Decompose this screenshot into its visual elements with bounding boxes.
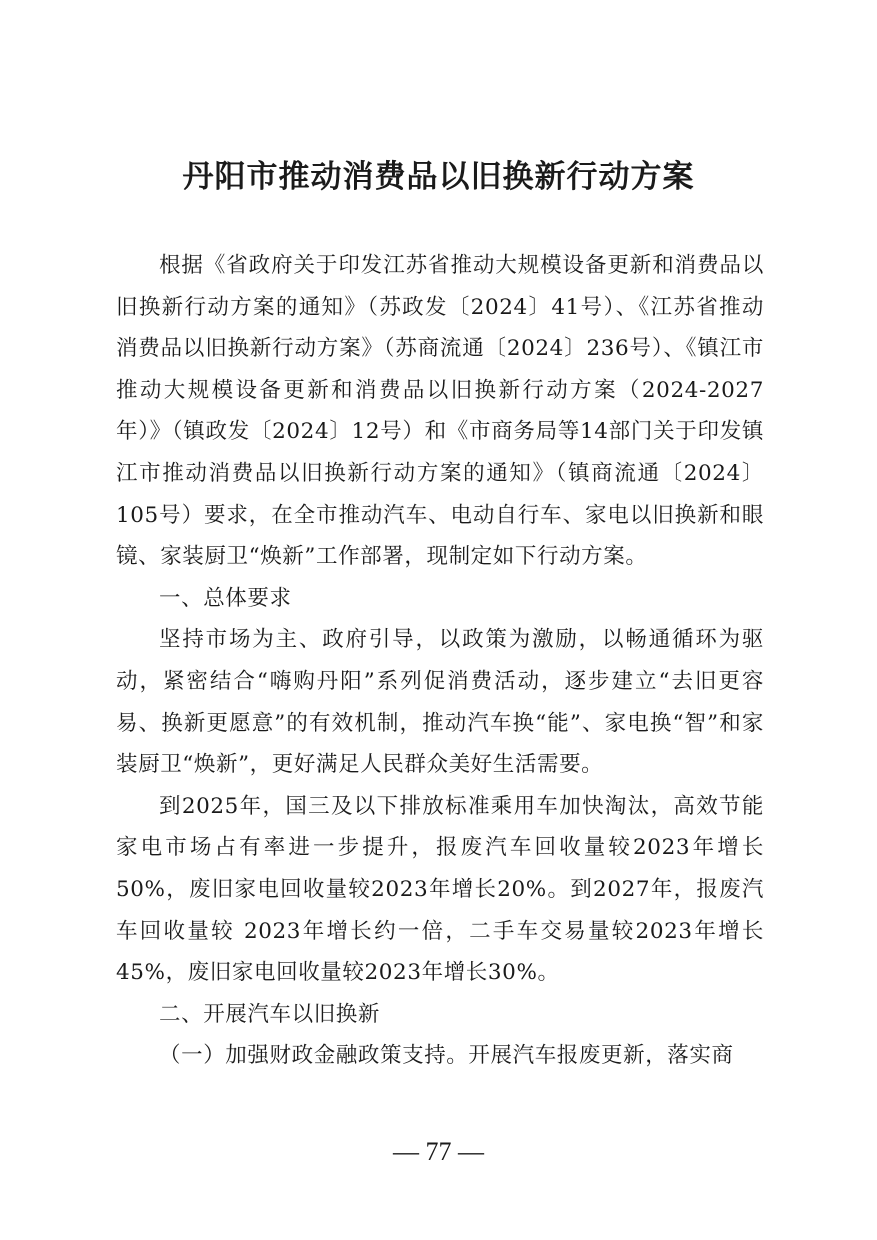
document-body (116, 245, 764, 1077)
document-title: 丹阳市推动消费品以旧换新行动方案 (182, 159, 695, 195)
general-requirements-paragraph: 坚持市场为主、政府引导，以政策为激励，以畅通循环为驱动，紧密结合“嗨购丹阳”系列促消费活动，逐步建立“去旧更容易、换新更愿意”的有效机制，推动汽车换“能”、家电换“智”和家装厨卫“焕新”，更好满足人民群众美好生活需要。 (116, 627, 764, 778)
fiscal-support-paragraph: （一）加强财政金融政策支持。开展汽车报废更新，落实商 (159, 1043, 734, 1069)
intro-paragraph: 根据《省政府关于印发江苏省推动大规模设备更新和消费品以旧换新行动方案的通知》（苏政发〔2024〕41号）、《江苏省推动消费品以旧换新行动方案》（苏商流通〔2024〕236号）、《镇江市推动大规模设备更新和消费品以旧换新行动方案（2024-2027年）》（镇政发〔2024〕12号）和《市商务局等14部门关于印发镇江市推动消费品以旧换新行动方案的通知》（镇商流通〔2024〕105号）要求，在全市推动汽车、电动自行车、家电以旧换新和眼镜、家装厨卫“焕新”工作部署，现制定如下行动方案。 (116, 253, 764, 570)
page-number: — 77 — (393, 1137, 484, 1166)
section-heading-car-trade-in: 二、开展汽车以旧换新 (159, 1001, 381, 1027)
section-heading-general-requirements: 一、总体要求 (159, 585, 292, 611)
targets-paragraph: 到2025年，国三及以下排放标准乘用车加快淘汰，高效节能家电市场占有率进一步提升，报废汽车回收量较2023年增长50%，废旧家电回收量较2023年增长20%。到2027年，报废汽车回收量较 2023年增长约一倍，二手车交易量较2023年增长45%，废旧家电回收量较2023年增长30%。 (116, 793, 764, 986)
